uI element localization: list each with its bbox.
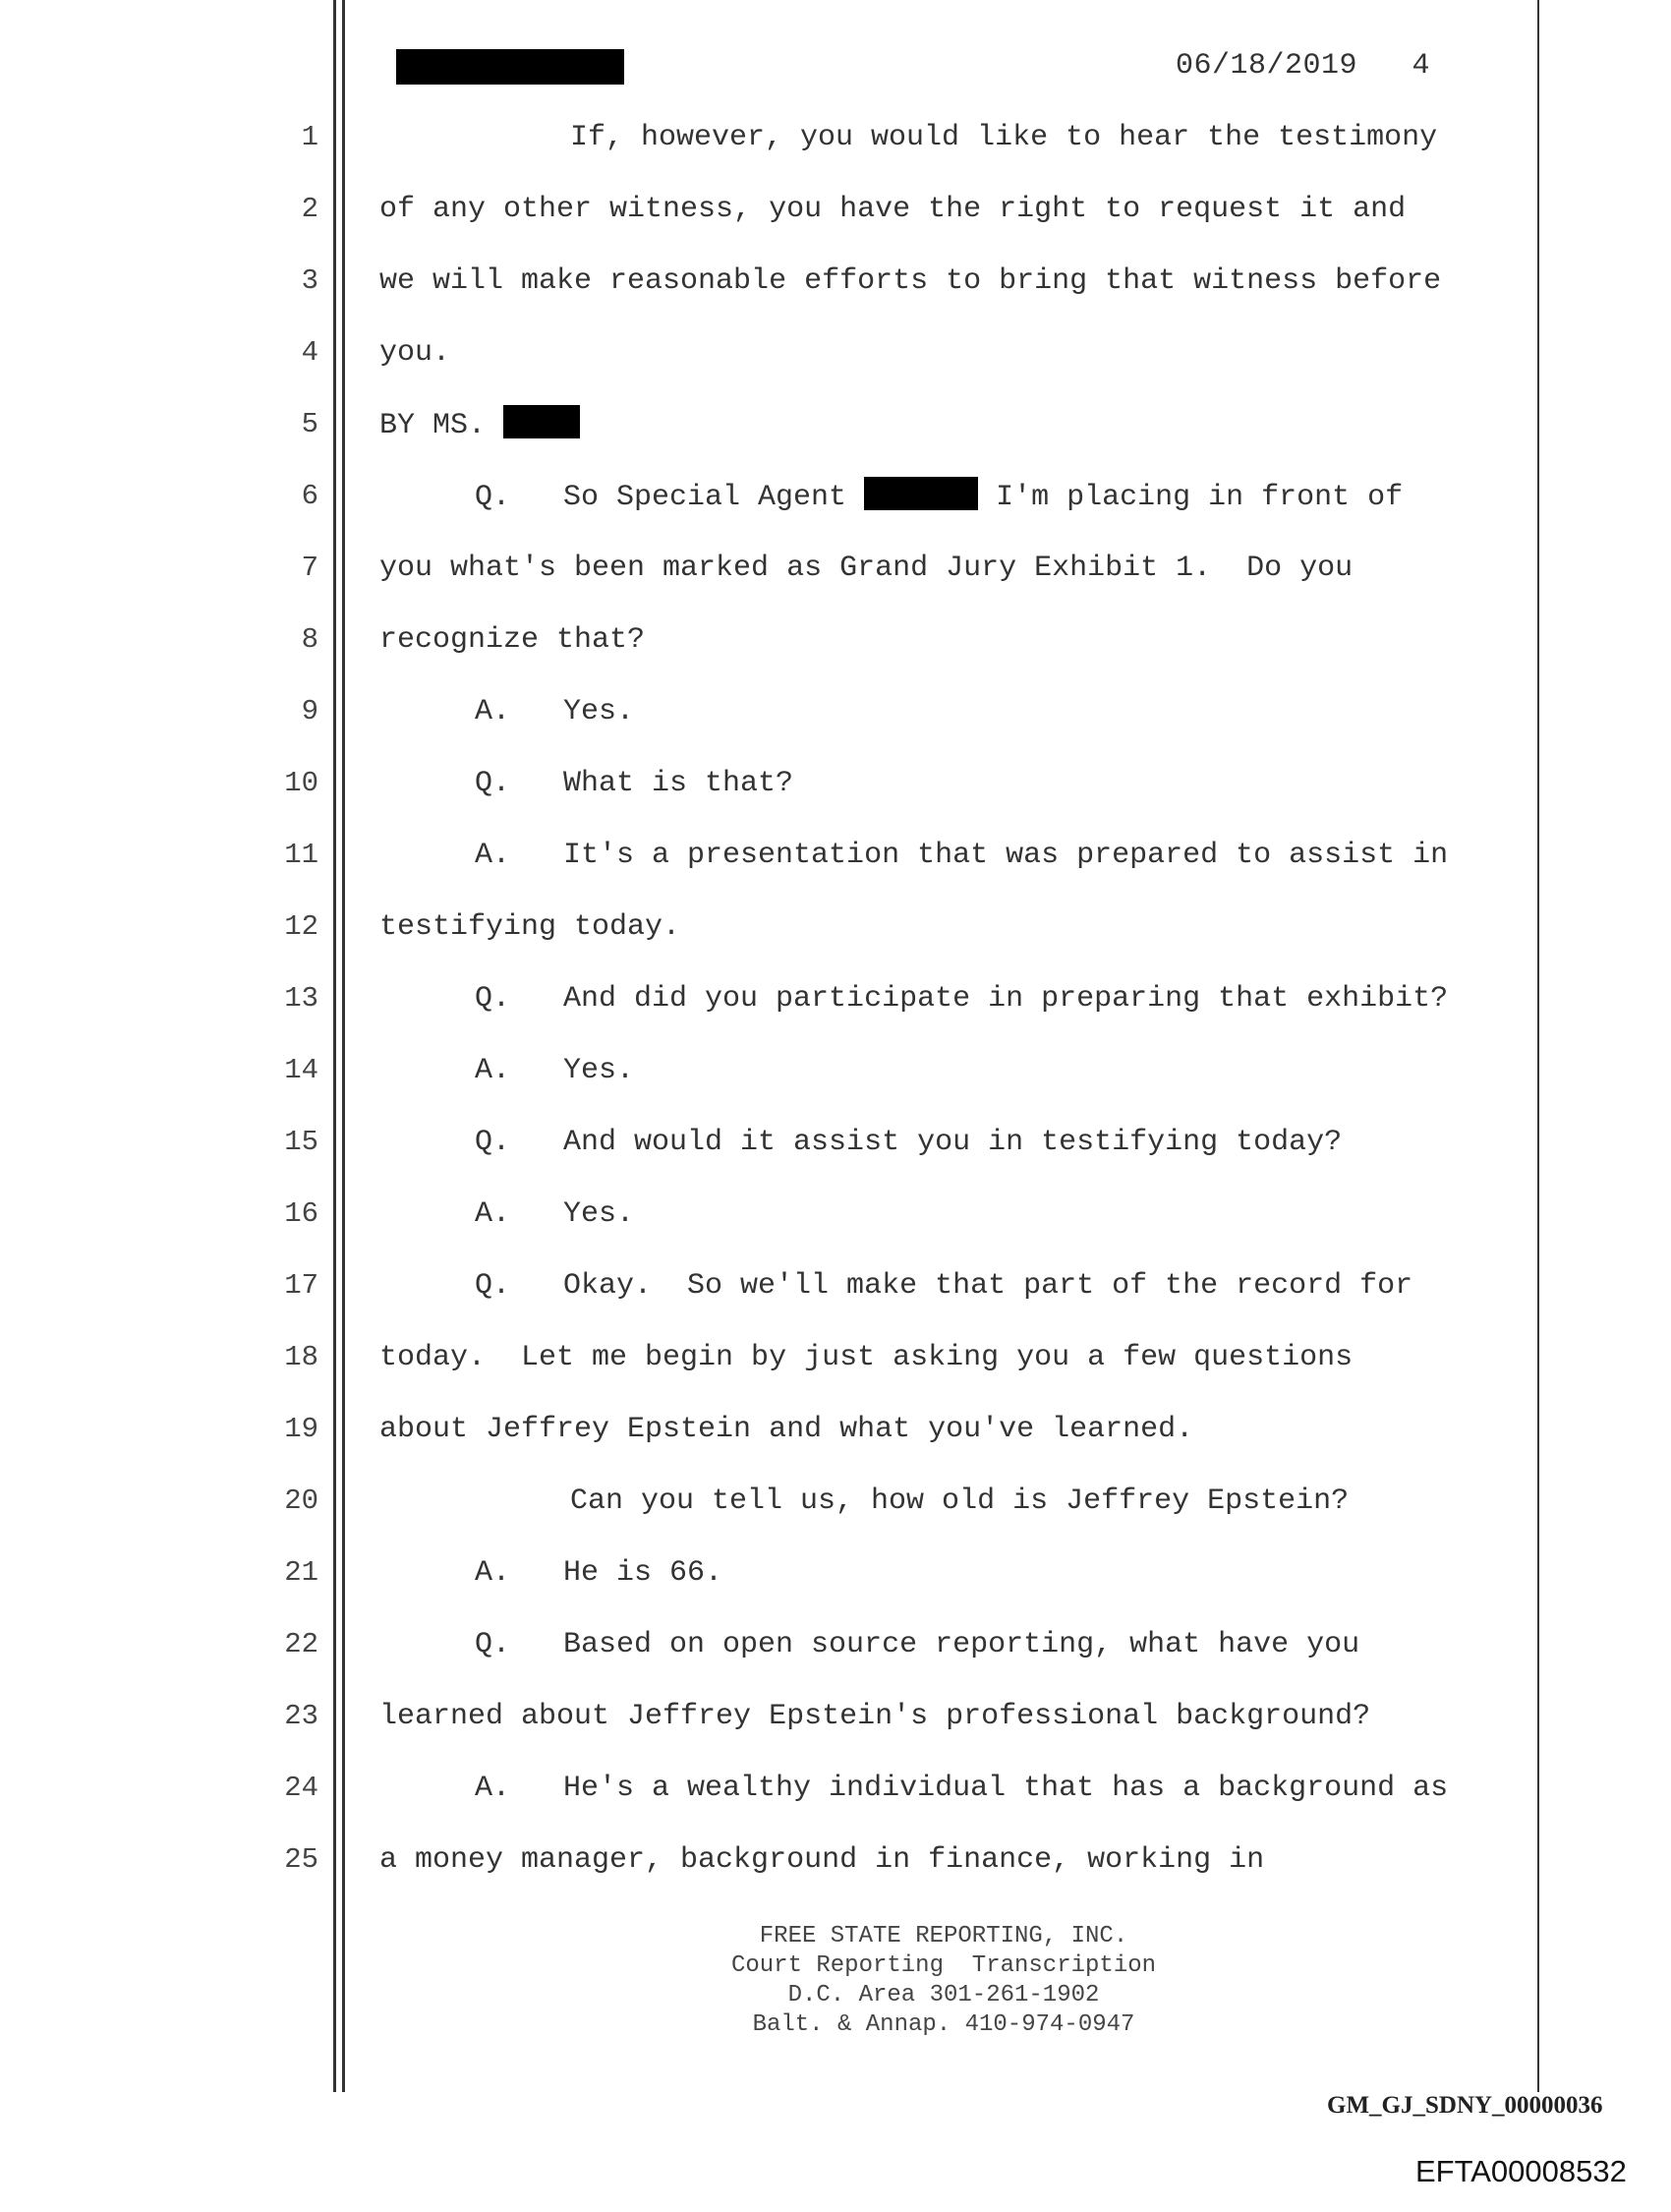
line-text: testifying today. [379, 910, 681, 944]
transcript-line [0, 1338, 1671, 1410]
transcript-line [0, 836, 1671, 907]
line-number: 6 [301, 480, 318, 512]
line-number: 18 [284, 1341, 318, 1373]
line-number: 12 [284, 910, 318, 943]
header-date: 06/18/2019 [1176, 49, 1358, 83]
line-text: of any other witness, you have the right to request it and [379, 193, 1407, 226]
line-text [379, 405, 580, 445]
header-date-page [1176, 47, 1430, 85]
transcript-line [0, 190, 1671, 262]
line-number: 10 [284, 767, 318, 799]
transcript-line [0, 549, 1671, 620]
header-page-number: 4 [1412, 49, 1431, 83]
transcript-line [0, 1769, 1671, 1840]
line-number: 5 [301, 408, 318, 440]
line-number: 8 [301, 623, 318, 656]
redaction-box [864, 477, 978, 510]
line-text: A. It's a presentation that was prepared to assist in [475, 839, 1449, 872]
line-number: 2 [301, 193, 318, 225]
line-text [475, 477, 1403, 517]
line-number: 9 [301, 695, 318, 728]
line-text: A. He is 66. [475, 1556, 723, 1590]
line-number: 1 [301, 121, 318, 153]
line-number: 23 [284, 1700, 318, 1732]
transcript-line [0, 692, 1671, 764]
line-number: 4 [301, 336, 318, 369]
line-text: today. Let me begin by just asking you a few questions [379, 1341, 1354, 1374]
line-text-part: Q. So Special Agent [475, 481, 847, 514]
transcript-line [0, 405, 1671, 477]
line-number: 15 [284, 1126, 318, 1158]
line-text: you what's been marked as Grand Jury Exhibit 1. Do you [379, 552, 1354, 585]
line-number: 21 [284, 1556, 318, 1589]
line-text: about Jeffrey Epstein and what you've learned. [379, 1413, 1194, 1446]
footer-phone-balt: Balt. & Annap. 410-974-0947 [752, 2011, 1135, 2038]
line-text: A. Yes. [475, 695, 635, 728]
line-number: 14 [284, 1054, 318, 1086]
transcript-line [0, 477, 1671, 549]
bates-number: GM_GJ_SDNY_00000036 [1327, 2092, 1603, 2119]
line-number: 20 [284, 1484, 318, 1517]
line-text: A. He's a wealthy individual that has a background as [475, 1772, 1449, 1805]
line-text: you. [379, 336, 451, 370]
transcript-line [0, 262, 1671, 333]
transcript-line [0, 620, 1671, 692]
line-number: 13 [284, 982, 318, 1015]
line-text: we will make reasonable efforts to bring that witness before [379, 264, 1442, 298]
transcript-line [0, 1553, 1671, 1625]
transcript-line [0, 979, 1671, 1051]
transcript-line [0, 1266, 1671, 1338]
line-number: 11 [284, 839, 318, 871]
line-text: Q. What is that? [475, 767, 794, 800]
redaction-box [503, 405, 580, 438]
line-text: A. Yes. [475, 1054, 635, 1087]
transcript-line [0, 907, 1671, 979]
transcript-line [0, 1697, 1671, 1769]
line-number: 22 [284, 1628, 318, 1660]
line-text: a money manager, background in finance, working in [379, 1843, 1265, 1877]
transcript-line [0, 1123, 1671, 1194]
line-number: 25 [284, 1843, 318, 1876]
line-text: Q. Based on open source reporting, what have you [475, 1628, 1360, 1661]
page-header [0, 47, 1671, 87]
line-text: If, however, you would like to hear the testimony [570, 121, 1438, 154]
footer-company: FREE STATE REPORTING, INC. [759, 1923, 1128, 1950]
transcript-line [0, 1482, 1671, 1553]
line-text: recognize that? [379, 623, 646, 657]
line-number: 7 [301, 552, 318, 584]
line-text: Q. And did you participate in preparing that exhibit? [475, 982, 1449, 1016]
line-number: 17 [284, 1269, 318, 1302]
line-text: Q. Okay. So we'll make that part of the record for [475, 1269, 1413, 1303]
line-text-part: I'm placing in front of [996, 481, 1404, 514]
footer-services: Court Reporting Transcription [730, 1952, 1157, 1979]
transcript-line [0, 1840, 1671, 1912]
transcript-line [0, 1410, 1671, 1482]
line-text: learned about Jeffrey Epstein's professional background? [379, 1700, 1371, 1733]
line-text: A. Yes. [475, 1197, 635, 1231]
transcript-line [0, 333, 1671, 405]
efta-number: EFTA00008532 [1415, 2154, 1627, 2188]
reporter-footer [708, 1922, 1180, 2040]
line-number: 24 [284, 1772, 318, 1804]
footer-phone-dc: D.C. Area 301-261-1902 [787, 1982, 1100, 2008]
speaker-label: BY MS. [379, 409, 487, 442]
line-text: Q. And would it assist you in testifying today? [475, 1126, 1343, 1159]
redaction-box [396, 49, 624, 85]
transcript-line [0, 1625, 1671, 1697]
transcript-line [0, 1051, 1671, 1123]
line-number: 3 [301, 264, 318, 297]
line-text: Can you tell us, how old is Jeffrey Epstein? [570, 1484, 1350, 1518]
transcript-line [0, 764, 1671, 836]
transcript-line [0, 118, 1671, 190]
line-number: 19 [284, 1413, 318, 1445]
line-number: 16 [284, 1197, 318, 1230]
transcript-line [0, 1194, 1671, 1266]
